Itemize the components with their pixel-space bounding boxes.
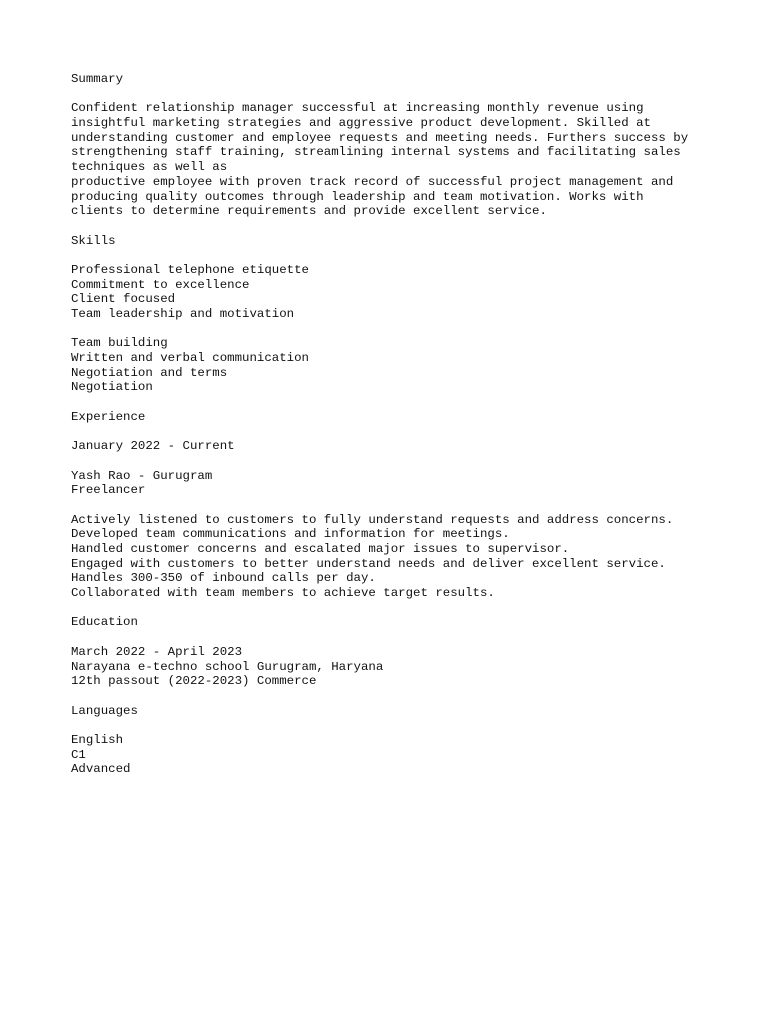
language-proficiency: Advanced: [71, 762, 131, 777]
spacer: [71, 454, 731, 469]
duty-item: Actively listened to customers to fully understand requests and address concerns.: [71, 512, 674, 527]
summary-line: strengthening staff training, streamlining internal systems and facilitating sales: [71, 145, 681, 160]
summary-line: producing quality outcomes through leadership and team motivation. Works with: [71, 189, 644, 204]
skill-item: Commitment to excellence: [71, 277, 250, 292]
skill-item: Team building: [71, 336, 168, 351]
experience-duties: [71, 513, 731, 601]
spacer: [71, 689, 731, 704]
education-heading: Education: [71, 615, 138, 630]
skill-item: Client focused: [71, 292, 176, 307]
spacer: [71, 601, 731, 616]
languages-heading: Languages: [71, 703, 138, 718]
skill-item: Negotiation and terms: [71, 365, 228, 380]
spacer: [71, 87, 731, 102]
summary-line: clients to determine requirements and provide excellent service.: [71, 204, 547, 219]
skill-item: Team leadership and motivation: [71, 307, 295, 321]
experience-title: Freelancer: [71, 483, 146, 498]
education-school: Narayana e-techno school Gurugram, Haryana: [71, 659, 384, 674]
language-name: English: [71, 732, 124, 747]
education-degree: 12th passout (2022-2023) Commerce: [71, 674, 317, 689]
skill-item: Negotiation: [71, 380, 153, 395]
duty-item: Handles 300-350 of inbound calls per day.: [71, 571, 376, 586]
summary-line: insightful marketing strategies and aggressive product development. Skilled at: [71, 116, 651, 131]
spacer: [71, 395, 731, 410]
skills-heading: Skills: [71, 233, 116, 248]
duty-item: Collaborated with team members to achieve target results.: [71, 586, 495, 601]
duty-item: Engaged with customers to better understand needs and deliver excellent service.: [71, 556, 666, 571]
summary-line: productive employee with proven track record of successful project management and: [71, 174, 674, 189]
experience-heading: Experience: [71, 409, 146, 424]
skill-item: Written and verbal communication: [71, 351, 309, 366]
summary-line: techniques as well as: [71, 160, 228, 175]
resume-document: [71, 72, 731, 777]
spacer: [71, 718, 731, 733]
skills-list-2: [71, 336, 731, 395]
skill-item: Professional telephone etiquette: [71, 262, 309, 277]
experience-dates: January 2022 - Current: [71, 439, 235, 454]
duty-item: Developed team communications and information for meetings.: [71, 527, 510, 542]
summary-line: understanding customer and employee requests and meeting needs. Furthers success by: [71, 130, 689, 145]
experience-employer: Yash Rao - Gurugram: [71, 468, 213, 483]
spacer: [71, 498, 731, 513]
spacer: [71, 630, 731, 645]
spacer: [71, 219, 731, 234]
skills-list-1: [71, 263, 731, 322]
language-level: C1: [71, 747, 86, 762]
summary-heading: Summary: [71, 72, 124, 86]
spacer: [71, 322, 731, 337]
duty-item: Handled customer concerns and escalated major issues to supervisor.: [71, 542, 570, 556]
education-dates: March 2022 - April 2023: [71, 644, 243, 659]
spacer: [71, 425, 731, 440]
summary-line: Confident relationship manager successful at increasing monthly revenue using: [71, 101, 644, 116]
spacer: [71, 248, 731, 263]
summary-paragraph: [71, 101, 731, 219]
